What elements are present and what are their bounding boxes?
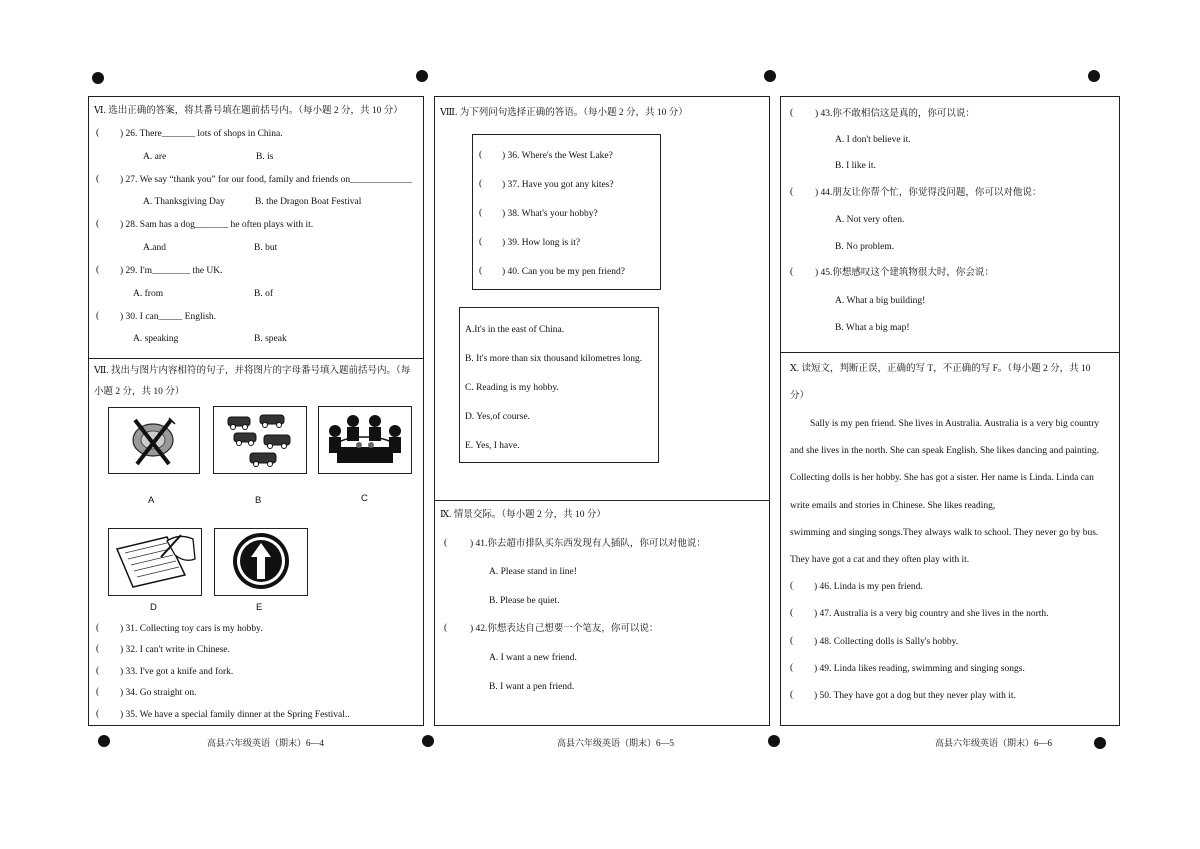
answer-paren: ( xyxy=(96,623,100,633)
picture-label-a: A xyxy=(148,495,155,506)
passage-line: write emails and stories in Chinese. She likes reading, xyxy=(790,501,996,511)
question-49: ) 49. Linda likes reading, swimming and singing songs. xyxy=(814,664,1025,674)
answer-paren: ( xyxy=(444,538,448,548)
picture-toy-cars xyxy=(213,406,307,474)
binding-hole-dot xyxy=(416,70,428,82)
answer-option-a: A.It's in the east of China. xyxy=(465,325,565,335)
question-37: ) 37. Have you got any kites? xyxy=(502,180,614,190)
question-46: ) 46. Linda is my pen friend. xyxy=(814,582,923,592)
picture-label-e: E xyxy=(256,602,263,613)
page-footer: 高县六年级英语（期末）6—5 xyxy=(557,738,675,748)
picture-knife-fork xyxy=(108,407,200,474)
question-43: ) 43.你不敢相信这是真的，你可以说： xyxy=(815,109,975,119)
answer-option-d: D. Yes,of course. xyxy=(465,412,530,422)
binding-hole-dot xyxy=(1094,737,1106,749)
answer-paren: ( xyxy=(479,208,483,218)
answer-paren: ( xyxy=(96,311,100,321)
answer-paren: ( xyxy=(479,266,483,276)
q45-option-a: A. What a big building! xyxy=(835,296,926,306)
answer-paren: ( xyxy=(479,150,483,160)
q44-option-a: A. Not very often. xyxy=(835,215,905,225)
question-41: ) 41.你去超市排队买东西发现有人插队，你可以对他说： xyxy=(470,539,706,549)
answer-paren: ( xyxy=(96,644,100,654)
passage-line: They have got a cat and they often play with it. xyxy=(790,555,970,565)
question-40: ) 40. Can you be my pen friend? xyxy=(502,267,625,277)
question-32: ) 32. I can't write in Chinese. xyxy=(120,645,230,655)
question-29: ) 29. I'm________ the UK. xyxy=(120,266,223,276)
q28-option-b: B. but xyxy=(254,243,278,253)
binding-hole-dot xyxy=(1088,70,1100,82)
picture-straight-sign xyxy=(214,528,308,596)
question-42: ) 42.你想表达自己想要一个笔友，你可以说： xyxy=(470,624,659,634)
answer-paren: ( xyxy=(96,174,100,184)
answer-paren: ( xyxy=(790,636,794,646)
answer-paren: ( xyxy=(479,179,483,189)
q45-option-b: B. What a big map! xyxy=(835,323,910,333)
question-27: ) 27. We say “thank you” for our food, family and friends on_____________ xyxy=(120,175,412,185)
q42-option-b: B. I want a pen friend. xyxy=(489,682,575,692)
answer-paren: ( xyxy=(96,265,100,275)
q42-option-a: A. I want a new friend. xyxy=(489,653,577,663)
question-47: ) 47. Australia is a very big country and she lives in the north. xyxy=(814,609,1049,619)
answer-paren: ( xyxy=(96,666,100,676)
question-31: ) 31. Collecting toy cars is my hobby. xyxy=(120,624,263,634)
answer-option-b: B. It's more than six thousand kilometres long. xyxy=(465,354,643,364)
answer-paren: ( xyxy=(96,219,100,229)
section-7-heading-line1: Ⅶ. 找出与图片内容相符的句子，并将图片的字母番号填入题前括号内。（每 xyxy=(94,366,411,376)
answer-paren: ( xyxy=(96,709,100,719)
page-footer: 高县六年级英语（期末）6—4 xyxy=(207,738,325,748)
q41-option-b: B. Please be quiet. xyxy=(489,596,560,606)
q28-option-a: A.and xyxy=(143,243,166,253)
section-7-heading-line2: 小题 2 分，共 10 分） xyxy=(94,387,185,397)
binding-hole-dot xyxy=(422,735,434,747)
answer-paren: ( xyxy=(790,608,794,618)
answer-paren: ( xyxy=(790,690,794,700)
binding-hole-dot xyxy=(92,72,104,84)
passage-line: swimming and singing songs.They always walk to school. They never go by bus. xyxy=(790,528,1099,538)
page-footer: 高县六年级英语（期末）6—6 xyxy=(935,738,1053,748)
answer-paren: ( xyxy=(96,687,100,697)
picture-writing xyxy=(108,528,202,596)
answer-paren: ( xyxy=(479,237,483,247)
answer-option-c: C. Reading is my hobby. xyxy=(465,383,559,393)
q27-option-b: B. the Dragon Boat Festival xyxy=(255,197,362,207)
section-10-heading-line1: Ⅹ. 读短文，判断正误，正确的写 T，不正确的写 F。（每小题 2 分，共 10 xyxy=(790,364,1091,374)
section-divider xyxy=(88,358,424,359)
answer-paren: ( xyxy=(790,663,794,673)
question-45: ) 45.你想感叹这个建筑物很大时，你会说： xyxy=(815,268,994,278)
question-39: ) 39. How long is it? xyxy=(502,238,581,248)
q43-option-a: A. I don't believe it. xyxy=(835,135,911,145)
q26-option-a: A. are xyxy=(143,152,167,162)
section-9-heading: Ⅸ. 情景交际。（每小题 2 分，共 10 分） xyxy=(440,510,606,520)
section-6-heading: Ⅵ. 选出正确的答案，将其番号填在题前括号内。（每小题 2 分，共 10 分） xyxy=(94,106,403,116)
section-divider xyxy=(434,500,770,501)
passage-line: Collecting dolls is her hobby. She has got a sister. Her name is Linda. Linda can xyxy=(790,473,1094,483)
answer-paren: ( xyxy=(790,267,794,277)
question-34: ) 34. Go straight on. xyxy=(120,688,197,698)
section-8-heading: Ⅷ. 为下列问句选择正确的答语。（每小题 2 分，共 10 分） xyxy=(440,108,688,118)
answer-paren: ( xyxy=(790,187,794,197)
binding-hole-dot xyxy=(98,735,110,747)
q29-option-b: B. of xyxy=(254,289,273,299)
q30-option-a: A. speaking xyxy=(133,334,179,344)
question-48: ) 48. Collecting dolls is Sally's hobby. xyxy=(814,637,959,647)
question-30: ) 30. I can_____ English. xyxy=(120,312,217,322)
question-36: ) 36. Where's the West Lake? xyxy=(502,151,613,161)
question-28: ) 28. Sam has a dog_______ he often plays with it. xyxy=(120,220,314,230)
q41-option-a: A. Please stand in line! xyxy=(489,567,577,577)
q43-option-b: B. I like it. xyxy=(835,161,876,171)
answer-paren: ( xyxy=(790,581,794,591)
answer-paren: ( xyxy=(96,128,100,138)
picture-label-c: C xyxy=(361,493,368,504)
question-38: ) 38. What's your hobby? xyxy=(502,209,598,219)
answer-paren: ( xyxy=(444,623,448,633)
question-26: ) 26. There_______ lots of shops in China. xyxy=(120,129,283,139)
question-50: ) 50. They have got a dog but they never play with it. xyxy=(814,691,1016,701)
question-44: ) 44.朋友让你帮个忙，你觉得没问题，你可以对他说： xyxy=(815,188,1042,198)
question-33: ) 33. I've got a knife and fork. xyxy=(120,667,234,677)
question-35: ) 35. We have a special family dinner at the Spring Festival.. xyxy=(120,710,350,720)
section-divider xyxy=(780,352,1120,353)
q27-option-a: A. Thanksgiving Day xyxy=(143,197,225,207)
picture-label-d: D xyxy=(150,602,157,613)
answer-paren: ( xyxy=(790,108,794,118)
q44-option-b: B. No problem. xyxy=(835,242,895,252)
picture-label-b: B xyxy=(255,495,262,506)
binding-hole-dot xyxy=(768,735,780,747)
q29-option-a: A. from xyxy=(133,289,164,299)
passage-line: and she lives in the north. She can speak English. She likes dancing and painting. xyxy=(790,446,1099,456)
section-10-heading-line2: 分） xyxy=(790,391,810,401)
q30-option-b: B. speak xyxy=(254,334,287,344)
picture-family-dinner xyxy=(318,406,412,474)
q26-option-b: B. is xyxy=(256,152,274,162)
passage-line: Sally is my pen friend. She lives in Australia. Australia is a very big country xyxy=(810,419,1100,429)
binding-hole-dot xyxy=(764,70,776,82)
answer-option-e: E. Yes, I have. xyxy=(465,441,520,451)
